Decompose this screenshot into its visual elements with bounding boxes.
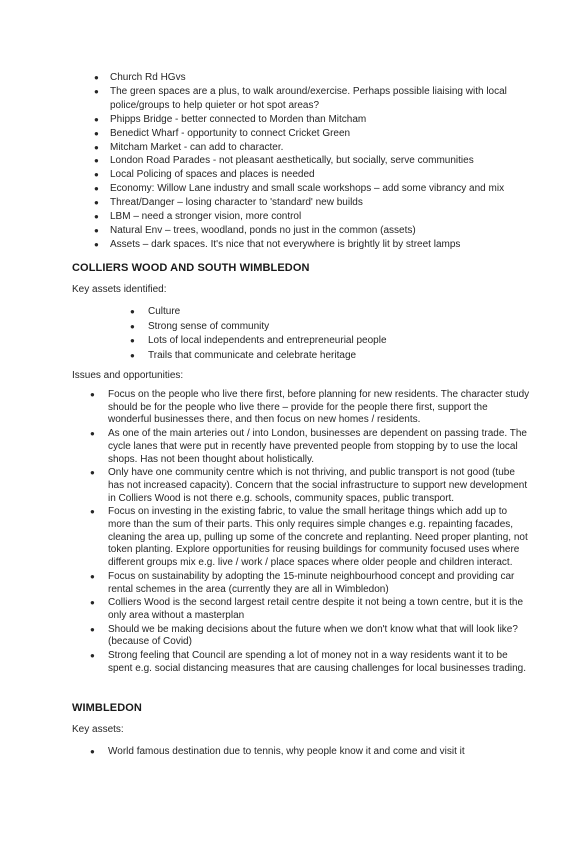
list-item-text: Colliers Wood is the second largest retail centre despite it not being a town centre, but it is the only area without a masterplan — [108, 597, 524, 621]
key-assets-label: Key assets identified: — [72, 284, 167, 295]
key-assets-list — [130, 305, 480, 363]
list-item — [94, 210, 534, 224]
list-item-text: Mitcham Market - can add to character. — [110, 141, 284, 153]
list-item — [90, 389, 530, 427]
list-item-text: Economy: Willow Lane industry and small scale workshops – add some vibrancy and mix — [110, 183, 505, 195]
bullet-icon: ● — [90, 390, 95, 399]
list-item — [94, 168, 534, 182]
list-item-text: Culture — [148, 306, 181, 317]
issues-label: Issues and opportunities: — [72, 370, 184, 381]
section-heading-wimbledon: WIMBLEDON — [72, 702, 142, 714]
bullet-icon: ● — [90, 624, 95, 634]
list-item-text: Benedict Wharf - opportunity to connect Cricket Green — [110, 127, 351, 139]
list-item-text: Focus on investing in the existing fabric, to value the small heritage things which add up to more than the sum of their parts. This only requires simple changes e.g. repainting facades, cleaning the area up, pulling up some of the concrete and replanting. Need proper planting, not token planting. Explore opportunities for reusing buildings for community focused uses where different groups mix e.g. live / work / place spaces where older people and children interact. — [108, 506, 528, 569]
list-item — [94, 154, 534, 168]
bullet-icon: ● — [90, 507, 95, 517]
list-item — [90, 467, 530, 505]
bullet-icon: ● — [94, 184, 99, 194]
bullet-icon: ● — [130, 307, 135, 316]
bullet-icon: ● — [94, 114, 99, 124]
bullet-icon: ● — [94, 128, 99, 138]
list-item-text: Should we be making decisions about the future when we don't know what that will look like? (because of Covid) — [108, 623, 518, 648]
list-item — [94, 182, 534, 196]
bullet-icon: ● — [94, 156, 99, 166]
list-item-text: Focus on the people who live there first, before planning for new residents. The character study should be for the people who live there – provide for the people there first, support the wonderful businesses there, and then focus on new homes / residents. — [108, 389, 530, 426]
list-item-text: London Road Parades - not pleasant aesthetically, but socially, serve communities — [110, 155, 474, 167]
list-item-text: As one of the main arteries out / into London, businesses are dependent on passing trade. The cycle lanes that were put in recently have prevented people from stopping by to use the local shops. Has not been thought about holistically. — [108, 428, 527, 465]
list-item-text: Strong sense of community — [148, 320, 270, 332]
issues-list — [90, 389, 530, 676]
bullet-icon: ● — [90, 747, 95, 756]
bullet-icon: ● — [130, 350, 135, 360]
list-item — [130, 349, 480, 364]
list-item — [90, 506, 530, 570]
list-item-text: Only have one community centre which is not thriving, and public transport is not good (tube has not increased capacity). Concern that the social infrastructure to support new development in Colliers Wood is not there e.g. schools, community spaces, public transport. — [108, 467, 528, 504]
list-item — [90, 571, 530, 596]
bullet-icon: ● — [90, 571, 95, 581]
bullet-icon: ● — [94, 198, 99, 208]
section-heading-colliers-wood: COLLIERS WOOD AND SOUTH WIMBLEDON — [72, 262, 310, 274]
bullet-icon: ● — [90, 468, 95, 478]
list-item-text: The green spaces are a plus, to walk around/exercise. Perhaps possible liaising with local police/groups to help quieter or hot spot areas? — [110, 85, 507, 111]
bullet-icon: ● — [94, 73, 99, 82]
list-item-text: Trails that communicate and celebrate heritage — [148, 349, 357, 361]
list-item — [130, 334, 480, 349]
list-item-text: Phipps Bridge - better connected to Morden than Mitcham — [110, 113, 367, 125]
bullet-icon: ● — [90, 651, 95, 661]
list-item — [130, 320, 480, 335]
list-item — [94, 141, 534, 155]
list-item-text: Focus on sustainability by adopting the 15-minute neighbourhood concept and providing car rental schemes in the area (currently they are all in Wimbledon) — [108, 570, 515, 595]
list-item-text: Natural Env – trees, woodland, ponds no just in the common (assets) — [110, 224, 416, 236]
bullet-icon: ● — [94, 225, 99, 235]
list-item-text: LBM – need a stronger vision, more control — [110, 211, 302, 223]
list-item — [90, 650, 530, 675]
bullet-icon: ● — [94, 212, 99, 222]
list-item — [90, 428, 530, 466]
list-item — [90, 624, 530, 649]
wimbledon-assets-list — [90, 745, 530, 758]
bullet-icon: ● — [130, 336, 135, 346]
list-item-text: Threat/Danger – losing character to 'standard' new builds — [110, 197, 363, 209]
list-item — [94, 85, 534, 113]
list-item — [94, 71, 534, 85]
list-item — [94, 127, 534, 141]
list-item — [90, 745, 530, 758]
list-item — [94, 196, 534, 210]
bullet-icon: ● — [94, 239, 99, 249]
bullet-icon: ● — [90, 429, 95, 439]
wimbledon-key-assets-label: Key assets: — [72, 724, 124, 735]
list-item-text: World famous destination due to tennis, why people know it and come and visit it — [108, 746, 465, 757]
bullet-icon: ● — [130, 321, 135, 331]
bullet-icon: ● — [94, 170, 99, 180]
bullet-icon: ● — [90, 598, 95, 608]
list-item — [90, 597, 530, 622]
list-item-text: Strong feeling that Council are spending a lot of money not in a way residents want it to be spent e.g. social distancing measures that are causing challenges for local businesses trading. — [108, 650, 527, 674]
list-item — [94, 238, 534, 252]
top-bullet-list — [94, 71, 534, 252]
list-item-text: Assets – dark spaces. It's nice that not everywhere is brightly lit by street lamps — [110, 238, 461, 250]
list-item-text: Local Policing of spaces and places is needed — [110, 169, 315, 181]
bullet-icon: ● — [94, 142, 99, 152]
list-item — [94, 113, 534, 127]
list-item-text: Lots of local independents and entrepreneurial people — [148, 335, 387, 347]
list-item — [130, 305, 480, 320]
bullet-icon: ● — [94, 86, 99, 96]
list-item-text: Church Rd HGvs — [110, 72, 186, 83]
list-item — [94, 224, 534, 238]
